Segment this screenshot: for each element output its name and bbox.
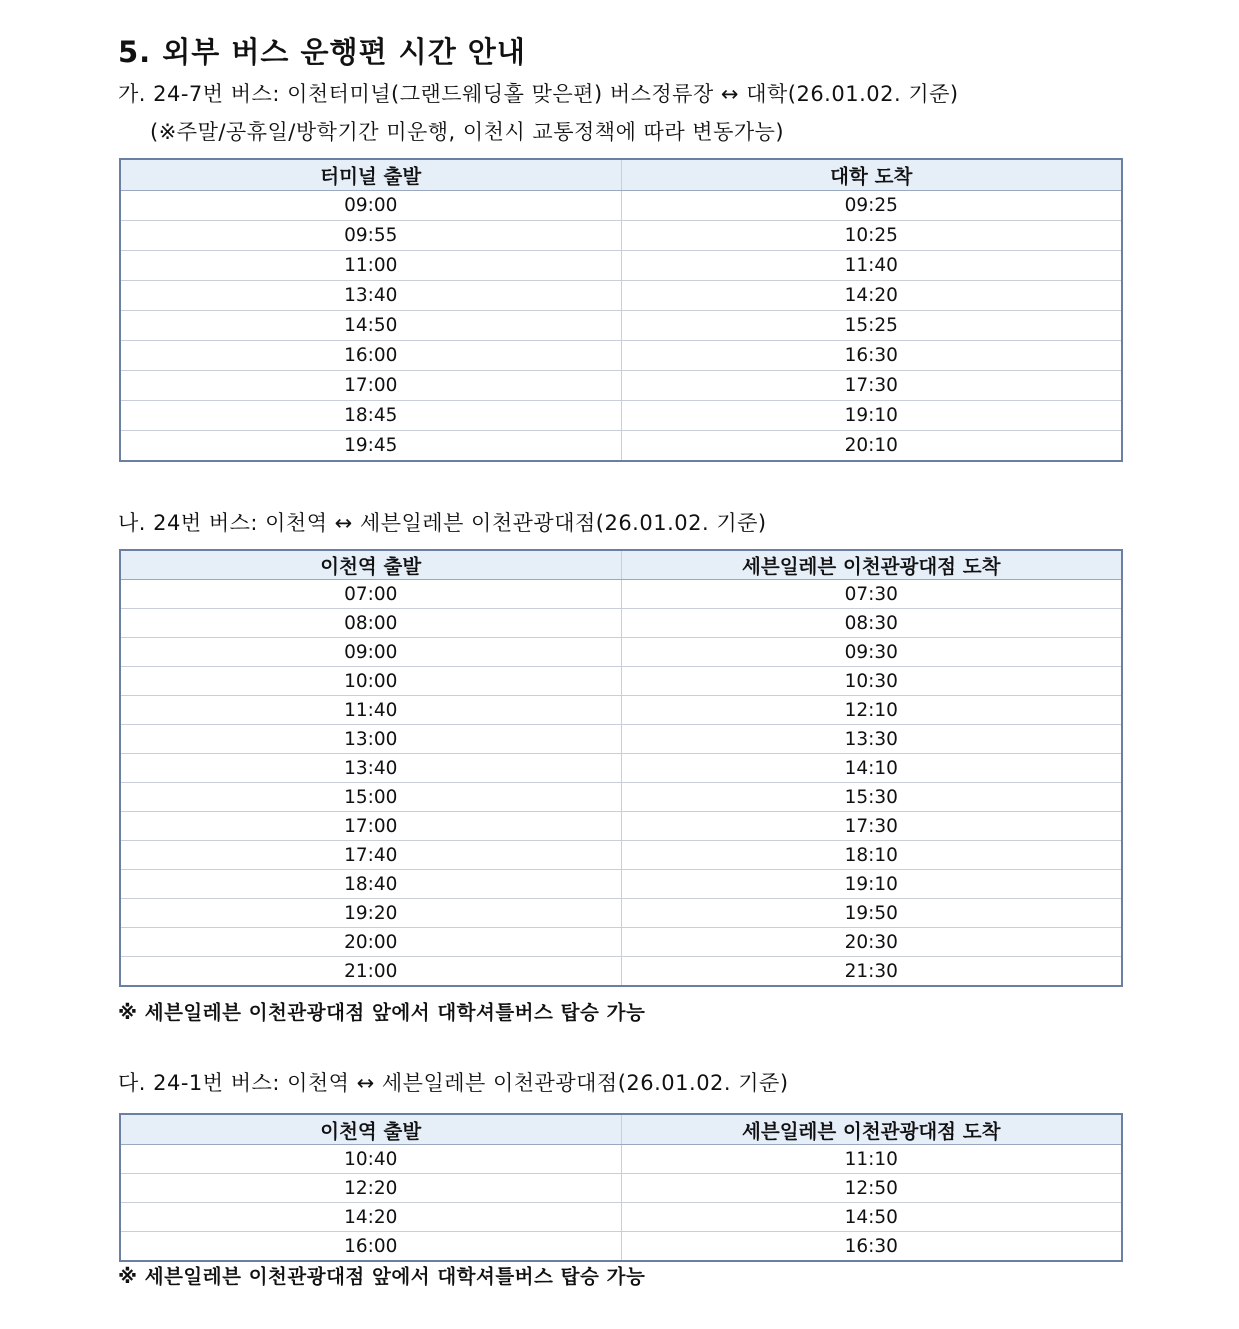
departure-time-cell: 14:50 bbox=[120, 311, 621, 341]
departure-time-cell: 08:00 bbox=[120, 609, 621, 638]
table-header-row bbox=[120, 159, 1122, 191]
table-row bbox=[120, 638, 1122, 667]
departure-time-cell: 21:00 bbox=[120, 957, 621, 987]
table-row bbox=[120, 1174, 1122, 1203]
arrival-time-cell: 19:50 bbox=[621, 899, 1122, 928]
table-row bbox=[120, 783, 1122, 812]
section-a-heading: 가. 24-7번 버스: 이천터미널(그랜드웨딩홀 맞은편) 버스정류장 ↔ 대학(26.01.02. 기준) bbox=[118, 82, 959, 106]
arrival-time-cell: 15:30 bbox=[621, 783, 1122, 812]
arrival-time-cell: 09:30 bbox=[621, 638, 1122, 667]
table-row bbox=[120, 281, 1122, 311]
departure-time-cell: 18:45 bbox=[120, 401, 621, 431]
departure-time-cell: 17:40 bbox=[120, 841, 621, 870]
arrival-time-cell: 12:50 bbox=[621, 1174, 1122, 1203]
table-row bbox=[120, 371, 1122, 401]
table-row bbox=[120, 1232, 1122, 1262]
arrival-time-cell: 16:30 bbox=[621, 1232, 1122, 1262]
arrival-time-cell: 09:25 bbox=[621, 191, 1122, 221]
timetable-c bbox=[119, 1113, 1123, 1262]
arrival-time-cell: 14:50 bbox=[621, 1203, 1122, 1232]
table-row bbox=[120, 431, 1122, 462]
column-header: 세븐일레븐 이천관광대점 도착 bbox=[621, 1114, 1122, 1145]
departure-time-cell: 11:00 bbox=[120, 251, 621, 281]
arrival-time-cell: 19:10 bbox=[621, 401, 1122, 431]
departure-time-cell: 10:40 bbox=[120, 1145, 621, 1174]
table-row bbox=[120, 841, 1122, 870]
arrival-time-cell: 14:20 bbox=[621, 281, 1122, 311]
table-row bbox=[120, 401, 1122, 431]
table-row bbox=[120, 609, 1122, 638]
table-row bbox=[120, 221, 1122, 251]
departure-time-cell: 12:20 bbox=[120, 1174, 621, 1203]
departure-time-cell: 09:55 bbox=[120, 221, 621, 251]
table-row bbox=[120, 957, 1122, 987]
departure-time-cell: 17:00 bbox=[120, 371, 621, 401]
table-row bbox=[120, 754, 1122, 783]
arrival-time-cell: 13:30 bbox=[621, 725, 1122, 754]
arrival-time-cell: 14:10 bbox=[621, 754, 1122, 783]
arrival-time-cell: 11:10 bbox=[621, 1145, 1122, 1174]
departure-time-cell: 07:00 bbox=[120, 580, 621, 609]
table-header-row bbox=[120, 1114, 1122, 1145]
arrival-time-cell: 18:10 bbox=[621, 841, 1122, 870]
table-row bbox=[120, 899, 1122, 928]
table-row bbox=[120, 311, 1122, 341]
table-row bbox=[120, 812, 1122, 841]
timetable-b bbox=[119, 549, 1123, 987]
arrival-time-cell: 19:10 bbox=[621, 870, 1122, 899]
departure-time-cell: 09:00 bbox=[120, 191, 621, 221]
table-row bbox=[120, 1203, 1122, 1232]
departure-time-cell: 15:00 bbox=[120, 783, 621, 812]
column-header: 이천역 출발 bbox=[120, 550, 621, 580]
section-c-footnote: ※ 세븐일레븐 이천관광대점 앞에서 대학셔틀버스 탑승 가능 bbox=[118, 1265, 646, 1288]
arrival-time-cell: 15:25 bbox=[621, 311, 1122, 341]
table-row bbox=[120, 251, 1122, 281]
departure-time-cell: 13:40 bbox=[120, 281, 621, 311]
arrival-time-cell: 10:30 bbox=[621, 667, 1122, 696]
column-header: 이천역 출발 bbox=[120, 1114, 621, 1145]
departure-time-cell: 19:20 bbox=[120, 899, 621, 928]
timetable-a bbox=[119, 158, 1123, 462]
departure-time-cell: 14:20 bbox=[120, 1203, 621, 1232]
table-row bbox=[120, 341, 1122, 371]
departure-time-cell: 13:40 bbox=[120, 754, 621, 783]
column-header: 터미널 출발 bbox=[120, 159, 621, 191]
table-row bbox=[120, 696, 1122, 725]
arrival-time-cell: 17:30 bbox=[621, 371, 1122, 401]
departure-time-cell: 13:00 bbox=[120, 725, 621, 754]
departure-time-cell: 10:00 bbox=[120, 667, 621, 696]
departure-time-cell: 16:00 bbox=[120, 1232, 621, 1262]
section-b-heading: 나. 24번 버스: 이천역 ↔ 세븐일레븐 이천관광대점(26.01.02. 기준) bbox=[118, 511, 767, 535]
arrival-time-cell: 12:10 bbox=[621, 696, 1122, 725]
table-row bbox=[120, 870, 1122, 899]
column-header: 대학 도착 bbox=[621, 159, 1122, 191]
table-row bbox=[120, 725, 1122, 754]
section-b-footnote: ※ 세븐일레븐 이천관광대점 앞에서 대학셔틀버스 탑승 가능 bbox=[118, 1001, 646, 1024]
table-header-row bbox=[120, 550, 1122, 580]
section-a-note: (※주말/공휴일/방학기간 미운행, 이천시 교통정책에 따라 변동가능) bbox=[150, 120, 785, 144]
arrival-time-cell: 16:30 bbox=[621, 341, 1122, 371]
arrival-time-cell: 21:30 bbox=[621, 957, 1122, 987]
departure-time-cell: 17:00 bbox=[120, 812, 621, 841]
arrival-time-cell: 07:30 bbox=[621, 580, 1122, 609]
table-row bbox=[120, 928, 1122, 957]
departure-time-cell: 11:40 bbox=[120, 696, 621, 725]
table-row bbox=[120, 1145, 1122, 1174]
arrival-time-cell: 11:40 bbox=[621, 251, 1122, 281]
column-header: 세븐일레븐 이천관광대점 도착 bbox=[621, 550, 1122, 580]
page-title: 5. 외부 버스 운행편 시간 안내 bbox=[118, 35, 526, 69]
arrival-time-cell: 20:10 bbox=[621, 431, 1122, 462]
table-row bbox=[120, 580, 1122, 609]
departure-time-cell: 18:40 bbox=[120, 870, 621, 899]
departure-time-cell: 19:45 bbox=[120, 431, 621, 462]
departure-time-cell: 20:00 bbox=[120, 928, 621, 957]
arrival-time-cell: 20:30 bbox=[621, 928, 1122, 957]
departure-time-cell: 09:00 bbox=[120, 638, 621, 667]
departure-time-cell: 16:00 bbox=[120, 341, 621, 371]
table-row bbox=[120, 191, 1122, 221]
arrival-time-cell: 17:30 bbox=[621, 812, 1122, 841]
arrival-time-cell: 10:25 bbox=[621, 221, 1122, 251]
table-row bbox=[120, 667, 1122, 696]
section-c-heading: 다. 24-1번 버스: 이천역 ↔ 세븐일레븐 이천관광대점(26.01.02. 기준) bbox=[118, 1071, 789, 1095]
arrival-time-cell: 08:30 bbox=[621, 609, 1122, 638]
